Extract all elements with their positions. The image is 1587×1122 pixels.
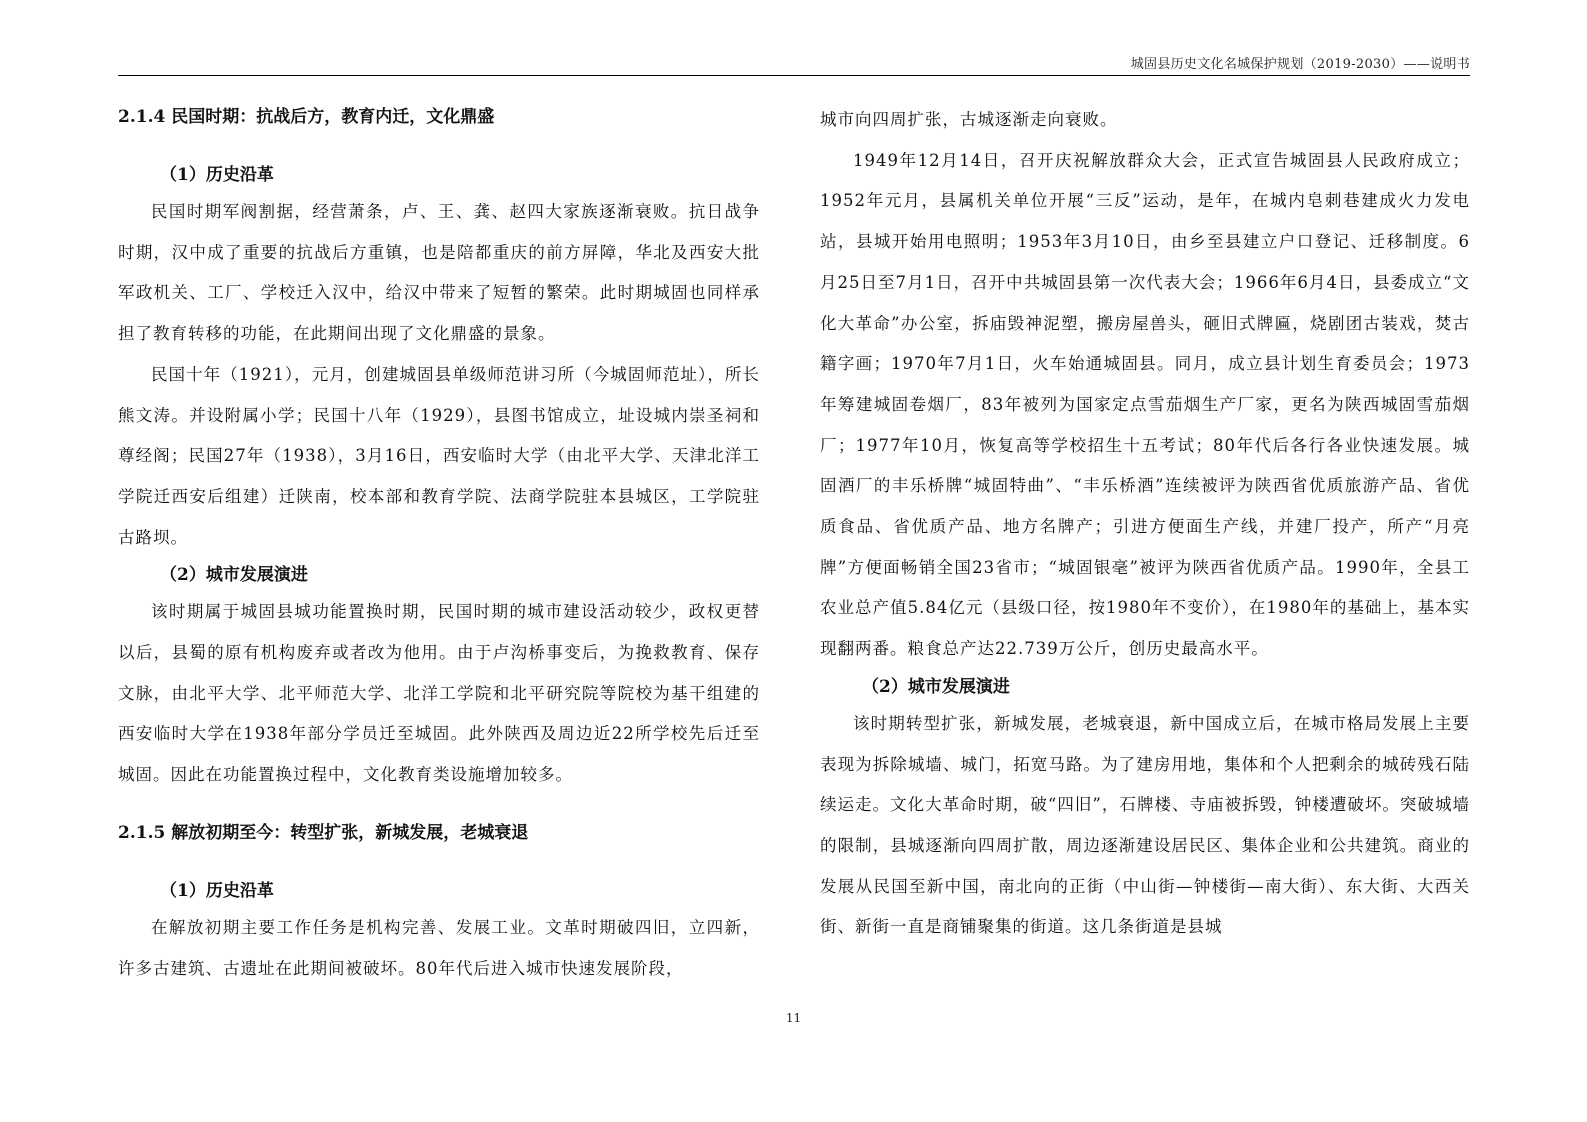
subheading-urban-development-2: （2）城市发展演进 — [862, 676, 1010, 697]
header-divider — [118, 75, 1470, 76]
page-number: 11 — [785, 1011, 802, 1025]
paragraph-function-replacement: 该时期属于城固县城功能置换时期，民国时期的城市建设活动较少，政权更替以后，县蜀的原有机构废弃或者改为他用。由于卢沟桥事变后，为挽救教育、保存文脉，由北平大学、北平师范大学、北洋工学院和北平研究院等院校为基干组建的西安临时大学在1938年部分学员迁至城固。此外陕西及周边近22所学校先后迁至城固。因此在功能置换过程中，文化教育类设施增加较多。 — [118, 602, 760, 785]
right-column — [820, 100, 1470, 948]
subheading-history-2: （1）历史沿革 — [160, 880, 274, 901]
paragraph-liberation-early: 在解放初期主要工作任务是机构完善、发展工业。文革时期破四旧，立四新，许多古建筑、古遗址在此期间被破坏。80年代后进入城市快速发展阶段， — [118, 917, 760, 978]
paragraph-warlord-era: 民国时期军阀割据，经营萧条，卢、王、龚、赵四大家族逐渐衰败。抗日战争时期，汉中成了重要的抗战后方重镇，也是陪都重庆的前方屏障，华北及西安大批军政机关、工厂、学校迁入汉中，给汉中带来了短暂的繁荣。此时期城固也同样承担了教育转移的功能，在此期间出现了文化鼎盛的景象。 — [118, 202, 760, 344]
section-heading-2-1-4: 2.1.4 民国时期：抗战后方，教育内迁，文化鼎盛 — [118, 107, 495, 127]
paragraph-continuation: 城市向四周扩张，古城逐渐走向衰败。 — [820, 110, 1118, 129]
subheading-urban-development: （2）城市发展演进 — [160, 565, 308, 586]
left-column — [118, 100, 760, 989]
document-header-title: 城固县历史文化名城保护规划（2019-2030）——说明书 — [1130, 57, 1470, 72]
paragraph-chronology-1949: 1949年12月14日，召开庆祝解放群众大会，正式宣告城固县人民政府成立；1952年元月，县属机关单位开展“三反”运动，是年，在城内皂刺巷建成火力发电站，县城开始用电照明；1953年3月10日，由乡至县建立户口登记、迁移制度。6月25日至7月1日，召开中共城固县第一次代表大会；1966年6月4日，县委成立“文化大革命”办公室，拆庙毁神泥塑，搬房屋兽头，砸旧式牌匾，烧剧团古装戏，焚古籍字画；1970年7月1日，火车始通城固县。同月，成立县计划生育委员会；1973年筹建城固卷烟厂，83年被列为国家定点雪茄烟生产厂家，更名为陕西城固雪茄烟厂；1977年10月，恢复高等学校招生十五考试；80年代后各行各业快速发展。城固酒厂的丰乐桥牌“城固特曲”、“丰乐桥酒”连续被评为陕西省优质旅游产品、省优质食品、省优质产品、地方名牌产；引进方便面生产线，并建厂投产，所产“月亮牌”方便面畅销全国23省市；“城固银毫”被评为陕西省优质产品。1990年，全县工农业总产值5.84亿元（县级口径，按1980年不变价），在1980年的基础上，基本实现翻两番。粮食总产达22.739万公斤，创历史最高水平。 — [820, 150, 1470, 659]
subheading-history: （1）历史沿革 — [160, 165, 274, 185]
section-heading-2-1-5: 2.1.5 解放初期至今：转型扩张，新城发展，老城衰退 — [118, 822, 529, 843]
paragraph-transformation-expansion: 该时期转型扩张，新城发展，老城衰退，新中国成立后，在城市格局发展上主要表现为拆除城墙、城门，拓宽马路。为了建房用地，集体和个人把剩余的城砖残石陆续运走。文化大革命时期，破“四旧”，石牌楼、寺庙被拆毁，钟楼遭破坏。突破城墙的限制，县城逐渐向四周扩散，周边逐渐建设居民区、集体企业和公共建筑。商业的发展从民国至新中国，南北向的正街（中山街—钟楼街—南大街）、东大街、大西关街、新街一直是商铺聚集的街道。这几条街道是县城 — [820, 713, 1470, 937]
paragraph-education-founding: 民国十年（1921），元月，创建城固县单级师范讲习所（今城固师范址），所长熊文涛。并设附属小学；民国十八年（1929），县图书馆成立，址设城内崇圣祠和尊经阁；民国27年（1938），3月16日，西安临时大学（由北平大学、天津北洋工学院迁西安后组建）迁陕南，校本部和教育学院、法商学院驻本县城区，工学院驻古路坝。 — [118, 364, 760, 547]
